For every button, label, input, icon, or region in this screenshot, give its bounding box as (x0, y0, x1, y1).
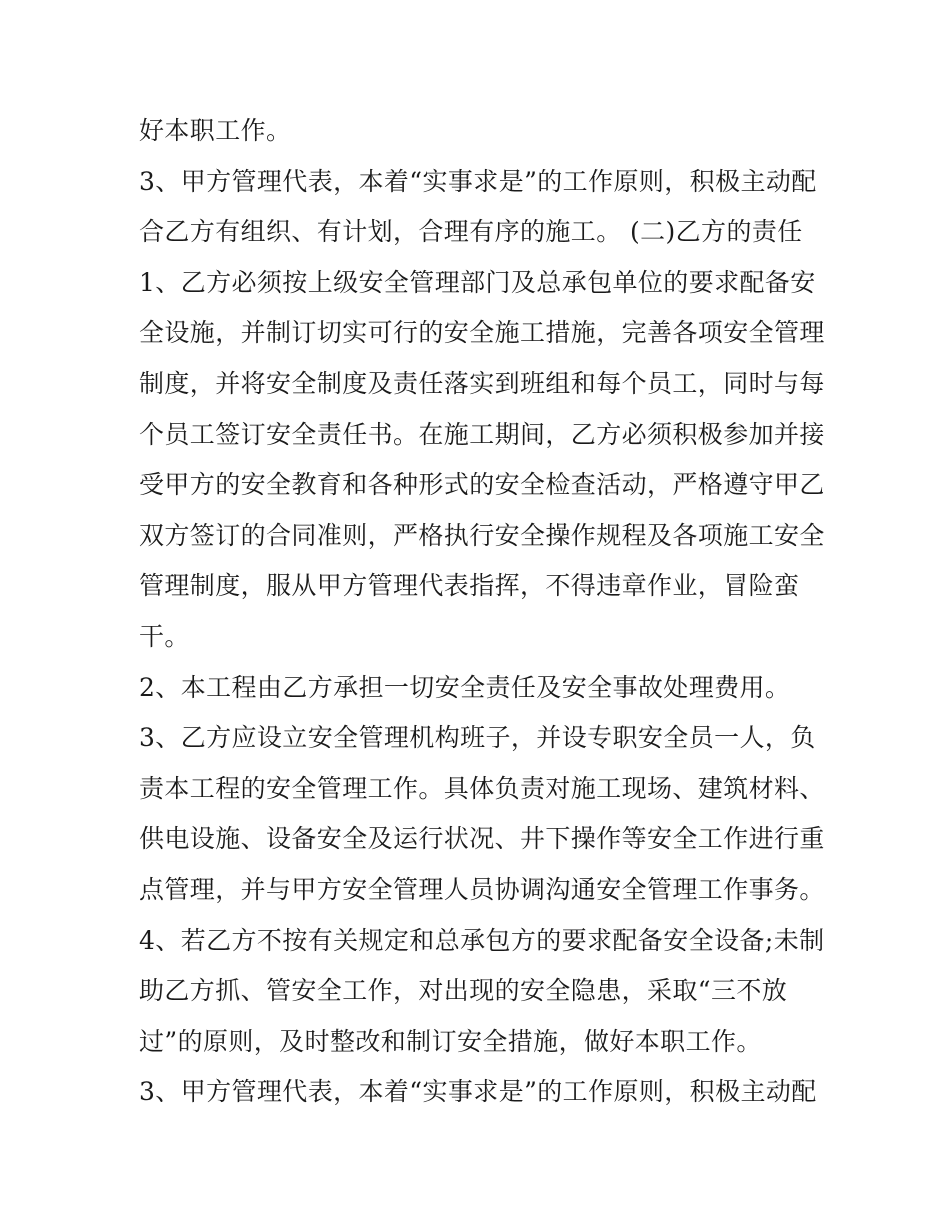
text-line: 供电设施、设备安全及运行状况、井下操作等安全工作进行重 (139, 824, 825, 854)
text-line: 双方签订的合同准则，严格执行安全操作规程及各项施工安全 (139, 520, 825, 550)
text-line: 全设施，并制订切实可行的安全施工措施，完善各项安全管理 (139, 318, 825, 348)
text-line: 受甲方的安全教育和各种形式的安全检查活动，严格遵守甲乙 (139, 470, 825, 500)
text-line: 责本工程的安全管理工作。具体负责对施工现场、建筑材料、 (139, 773, 825, 803)
text-line: 个员工签订安全责任书。在施工期间，乙方必须积极参加并接 (139, 419, 825, 449)
document-body (139, 106, 825, 1118)
text-line: 4、若乙方不按有关规定和总承包方的要求配备安全设备;未制 (139, 925, 825, 955)
text-line: 管理制度，服从甲方管理代表指挥，不得违章作业，冒险蛮 (139, 571, 800, 601)
text-line: 干。 (139, 621, 190, 651)
text-line: 点管理，并与甲方安全管理人员协调沟通安全管理工作事务。 (139, 874, 825, 904)
text-line: 2、本工程由乙方承担一切安全责任及安全事故处理费用。 (139, 672, 791, 702)
text-line: 3、甲方管理代表，本着“实事求是”的工作原则，积极主动配 (139, 1077, 817, 1107)
text-line: 1、乙方必须按上级安全管理部门及总承包单位的要求配备安 (139, 267, 816, 297)
text-line: 助乙方抓、管安全工作，对出现的安全隐患，采取“三不放 (139, 976, 788, 1006)
text-line: 3、乙方应设立安全管理机构班子，并设专职安全员一人，负 (139, 723, 816, 753)
text-line: 合乙方有组织、有计划，合理有序的施工。 (二)乙方的责任 (139, 217, 803, 247)
text-line: 3、甲方管理代表，本着“实事求是”的工作原则，积极主动配 (139, 166, 817, 196)
text-line: 过”的原则，及时整改和制订安全措施，做好本职工作。 (139, 1026, 762, 1056)
text-line: 好本职工作。 (139, 116, 292, 145)
text-line: 制度，并将安全制度及责任落实到班组和每个员工，同时与每 (139, 368, 825, 398)
